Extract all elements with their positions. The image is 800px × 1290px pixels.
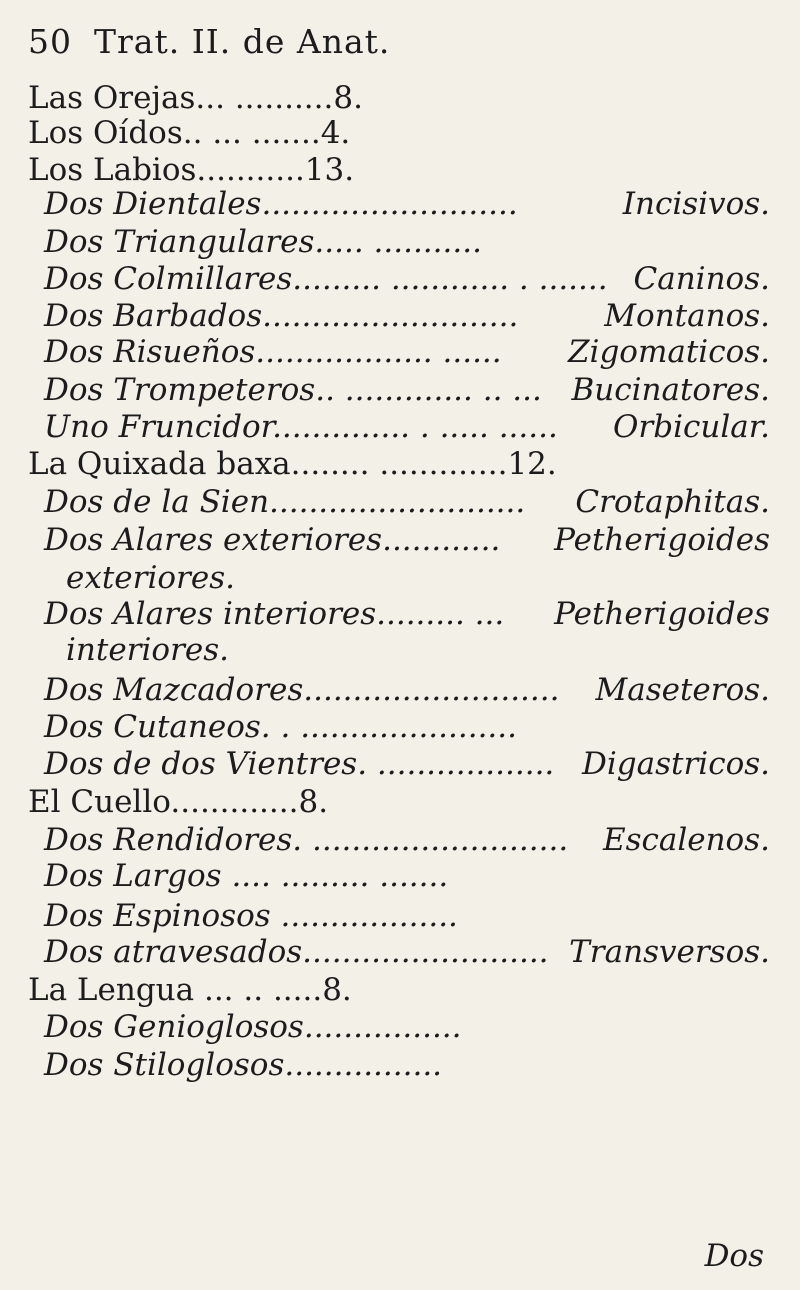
- running-header: [28, 22, 390, 72]
- running-title: Trat. II. de Anat.: [94, 22, 391, 61]
- line-term: Maseteros.: [595, 672, 770, 708]
- list-line: [28, 970, 770, 1010]
- line-text: Dos Stiloglosos................: [44, 1047, 443, 1083]
- line-text: La Lengua ... .. .....8.: [28, 972, 352, 1008]
- list-line: [44, 222, 770, 262]
- line-text: Dos Cutaneos. . ......................: [44, 709, 517, 745]
- line-term: Caninos.: [633, 261, 770, 297]
- line-text: Dos Alares interiores......... ...: [44, 596, 505, 632]
- list-line: [44, 744, 770, 784]
- line-text: Dos Rendidores. ..........................: [44, 822, 569, 858]
- list-line: [28, 113, 770, 153]
- line-term: Petherigoides: [554, 522, 770, 558]
- line-term: Montanos.: [604, 298, 770, 334]
- list-line: [44, 932, 770, 972]
- line-text: Dos Alares exteriores............: [44, 522, 501, 558]
- list-line: [66, 630, 770, 670]
- line-text: Dos Triangulares..... ...........: [44, 224, 482, 260]
- line-text: La Quixada baxa........ .............12.: [28, 446, 557, 482]
- line-text: Uno Fruncidor.............. . ..... ......: [44, 409, 558, 445]
- line-text: Dos Risueños.................. ......: [44, 334, 502, 370]
- line-term: Orbicular.: [613, 409, 770, 445]
- line-term: Crotaphitas.: [575, 484, 770, 520]
- list-line: [44, 707, 770, 747]
- list-line: [44, 1045, 770, 1085]
- list-line: [28, 78, 770, 118]
- list-line: [28, 444, 770, 484]
- list-line: [44, 296, 770, 336]
- line-text: Dos Dientales..........................: [44, 186, 518, 222]
- line-term: Transversos.: [569, 934, 770, 970]
- list-line: [28, 782, 770, 822]
- line-term: Incisivos.: [622, 186, 770, 222]
- list-line: [44, 184, 770, 224]
- line-text: exteriores.: [66, 560, 235, 596]
- list-line: [44, 370, 770, 410]
- list-line: [44, 482, 770, 522]
- line-term: Digastricos.: [582, 746, 770, 782]
- line-text: Dos de la Sien..........................: [44, 484, 526, 520]
- line-text: El Cuello.............8.: [28, 784, 329, 820]
- line-term: Bucinatores.: [571, 372, 770, 408]
- line-text: Dos Colmillares......... ............ . .......: [44, 261, 608, 297]
- line-text: Dos Espinosos ..................: [44, 898, 458, 934]
- line-text: Las Orejas... ..........8.: [28, 80, 363, 116]
- list-line: [44, 332, 770, 372]
- line-term: Escalenos.: [602, 822, 770, 858]
- line-text: Dos atravesados.........................: [44, 934, 549, 970]
- line-text: Los Labios...........13.: [28, 152, 355, 188]
- page-number: 50: [28, 22, 72, 61]
- list-line: [44, 856, 770, 896]
- line-text: Dos de dos Vientres. ..................: [44, 746, 555, 782]
- list-line: [44, 1007, 770, 1047]
- list-line: [44, 520, 770, 560]
- list-line: [44, 820, 770, 860]
- list-line: [44, 407, 770, 447]
- list-line: [44, 594, 770, 634]
- list-line: [44, 259, 770, 299]
- list-line: [44, 896, 770, 936]
- line-term: Petherigoides: [554, 596, 770, 632]
- line-text: Dos Largos .... ......... .......: [44, 858, 449, 894]
- line-term: Zigomaticos.: [568, 334, 770, 370]
- line-text: Dos Trompeteros.. ............. .. ...: [44, 372, 542, 408]
- catchword: Dos: [704, 1238, 764, 1274]
- list-line: [66, 558, 770, 598]
- line-text: Los Oídos.. ... .......4.: [28, 115, 351, 151]
- line-text: Dos Genioglosos................: [44, 1009, 462, 1045]
- line-text: Dos Mazcadores..........................: [44, 672, 560, 708]
- line-text: Dos Barbados..........................: [44, 298, 519, 334]
- list-line: [44, 670, 770, 710]
- line-text: interiores.: [66, 632, 230, 668]
